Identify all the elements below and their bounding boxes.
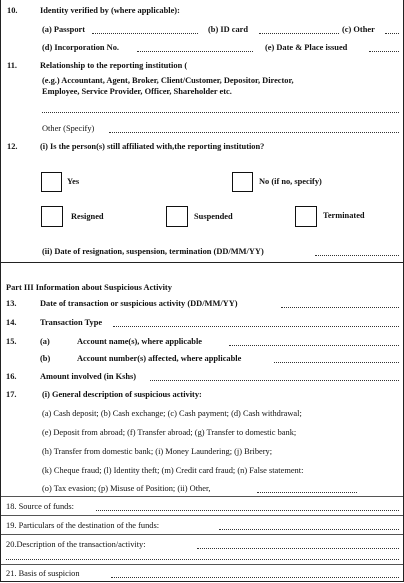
other-id-field[interactable] [385,33,399,34]
part3-title: Part III Information about Suspicious Activity [6,283,172,292]
q20-label: 20.Description of the transaction/activity: [6,540,146,549]
q15-a: (a) [40,337,50,346]
description-field[interactable] [197,548,399,549]
q18-label: 18. Source of funds: [6,502,74,511]
account-number-field[interactable] [274,362,399,363]
divider [1,564,403,565]
passport-label: (a) Passport [42,25,86,34]
account-number-label: Account number(s) affected, where applicable [77,354,242,363]
incorporation-label: (d) Incorporation No. [42,43,120,52]
q17-number: 17. [6,390,17,399]
terminated-checkbox[interactable] [295,206,317,227]
q10-label: Identity verified by (where applicable): [40,6,180,15]
amount-field[interactable] [150,380,399,381]
q11-other-label: Other (Specify) [42,124,95,133]
q19-label: 19. Particulars of the destination of the funds: [6,521,160,530]
destination-field[interactable] [219,529,399,530]
yes-checkbox[interactable] [41,172,62,192]
basis-of-suspicion-field[interactable] [111,577,399,578]
q11-number: 11. [7,61,18,70]
id-card-field[interactable] [259,33,339,34]
q10-number: 10. [7,6,18,15]
q11-examples-2: Employee, Service Provider, Officer, Shareholder etc. [42,87,232,96]
date-place-label: (e) Date & Place issued [265,43,348,52]
terminated-label: Terminated [323,211,365,220]
other-activity-field[interactable] [257,492,357,493]
date-place-field[interactable] [369,51,399,52]
q15-number: 15. [6,337,17,346]
divider [1,515,403,516]
q14-label: Transaction Type [40,318,103,327]
activity-types-line-4: (k) Cheque fraud; (l) Identity theft; (m) Credit card fraud; (n) False statement: [42,466,304,475]
activity-types-line-3: (h) Transfer from domestic bank; (i) Money Laundering; (j) Bribery; [42,447,273,456]
q12-label: (i) Is the person(s) still affiliated with,the reporting institution? [40,142,265,151]
account-name-field[interactable] [229,345,399,346]
activity-types-line-1: (a) Cash deposit; (b) Cash exchange; (c) Cash payment; (d) Cash withdrawal; [42,409,302,418]
q13-label: Date of transaction or suspicious activity (DD/MM/YY) [40,299,238,308]
q21-label: 21. Basis of suspicion [6,569,80,578]
description-field-line-2[interactable] [6,559,399,560]
identity-relationship-section [0,0,404,263]
account-name-label: Account name(s), where applicable [77,337,202,346]
resigned-label: Resigned [71,212,104,221]
yes-label: Yes [67,177,80,186]
resigned-checkbox[interactable] [41,206,63,227]
divider [1,534,403,535]
q17-label: (i) General description of suspicious activity: [42,390,202,399]
separation-date-field[interactable] [315,255,399,256]
activity-date-field[interactable] [281,307,399,308]
incorporation-field[interactable] [137,51,253,52]
q11-examples-1: (e.g.) Accountant, Agent, Broker, Client/Customer, Depositor, Director, [42,76,294,85]
activity-types-line-5: (o) Tax evasion; (p) Misuse of Position; (ii) Other, [42,484,211,493]
q12-number: 12. [7,142,18,151]
transaction-type-field[interactable] [113,326,399,327]
passport-field[interactable] [92,33,198,34]
separation-date-label: (ii) Date of resignation, suspension, termination (DD/MM/YY) [42,247,264,256]
id-card-label: (b) ID card [208,25,249,34]
relationship-field[interactable] [42,112,399,113]
other-id-label: (c) Other [342,25,375,34]
q14-number: 14. [6,318,17,327]
q16-label: Amount involved (in Kshs) [40,372,137,381]
relationship-other-field[interactable] [109,132,399,133]
q16-number: 16. [6,372,17,381]
divider [1,496,403,497]
q13-number: 13. [6,299,17,308]
suspended-label: Suspended [194,212,233,221]
source-of-funds-field[interactable] [96,510,399,511]
suspicious-activity-section [0,263,404,582]
no-checkbox[interactable] [232,172,253,192]
q15-b: (b) [40,354,51,363]
suspended-checkbox[interactable] [166,206,188,227]
no-label: No (if no, specify) [259,177,322,186]
activity-types-line-2: (e) Deposit from abroad; (f) Transfer abroad; (g) Transfer to domestic bank; [42,428,297,437]
q11-label: Relationship to the reporting institution ( [40,61,188,70]
